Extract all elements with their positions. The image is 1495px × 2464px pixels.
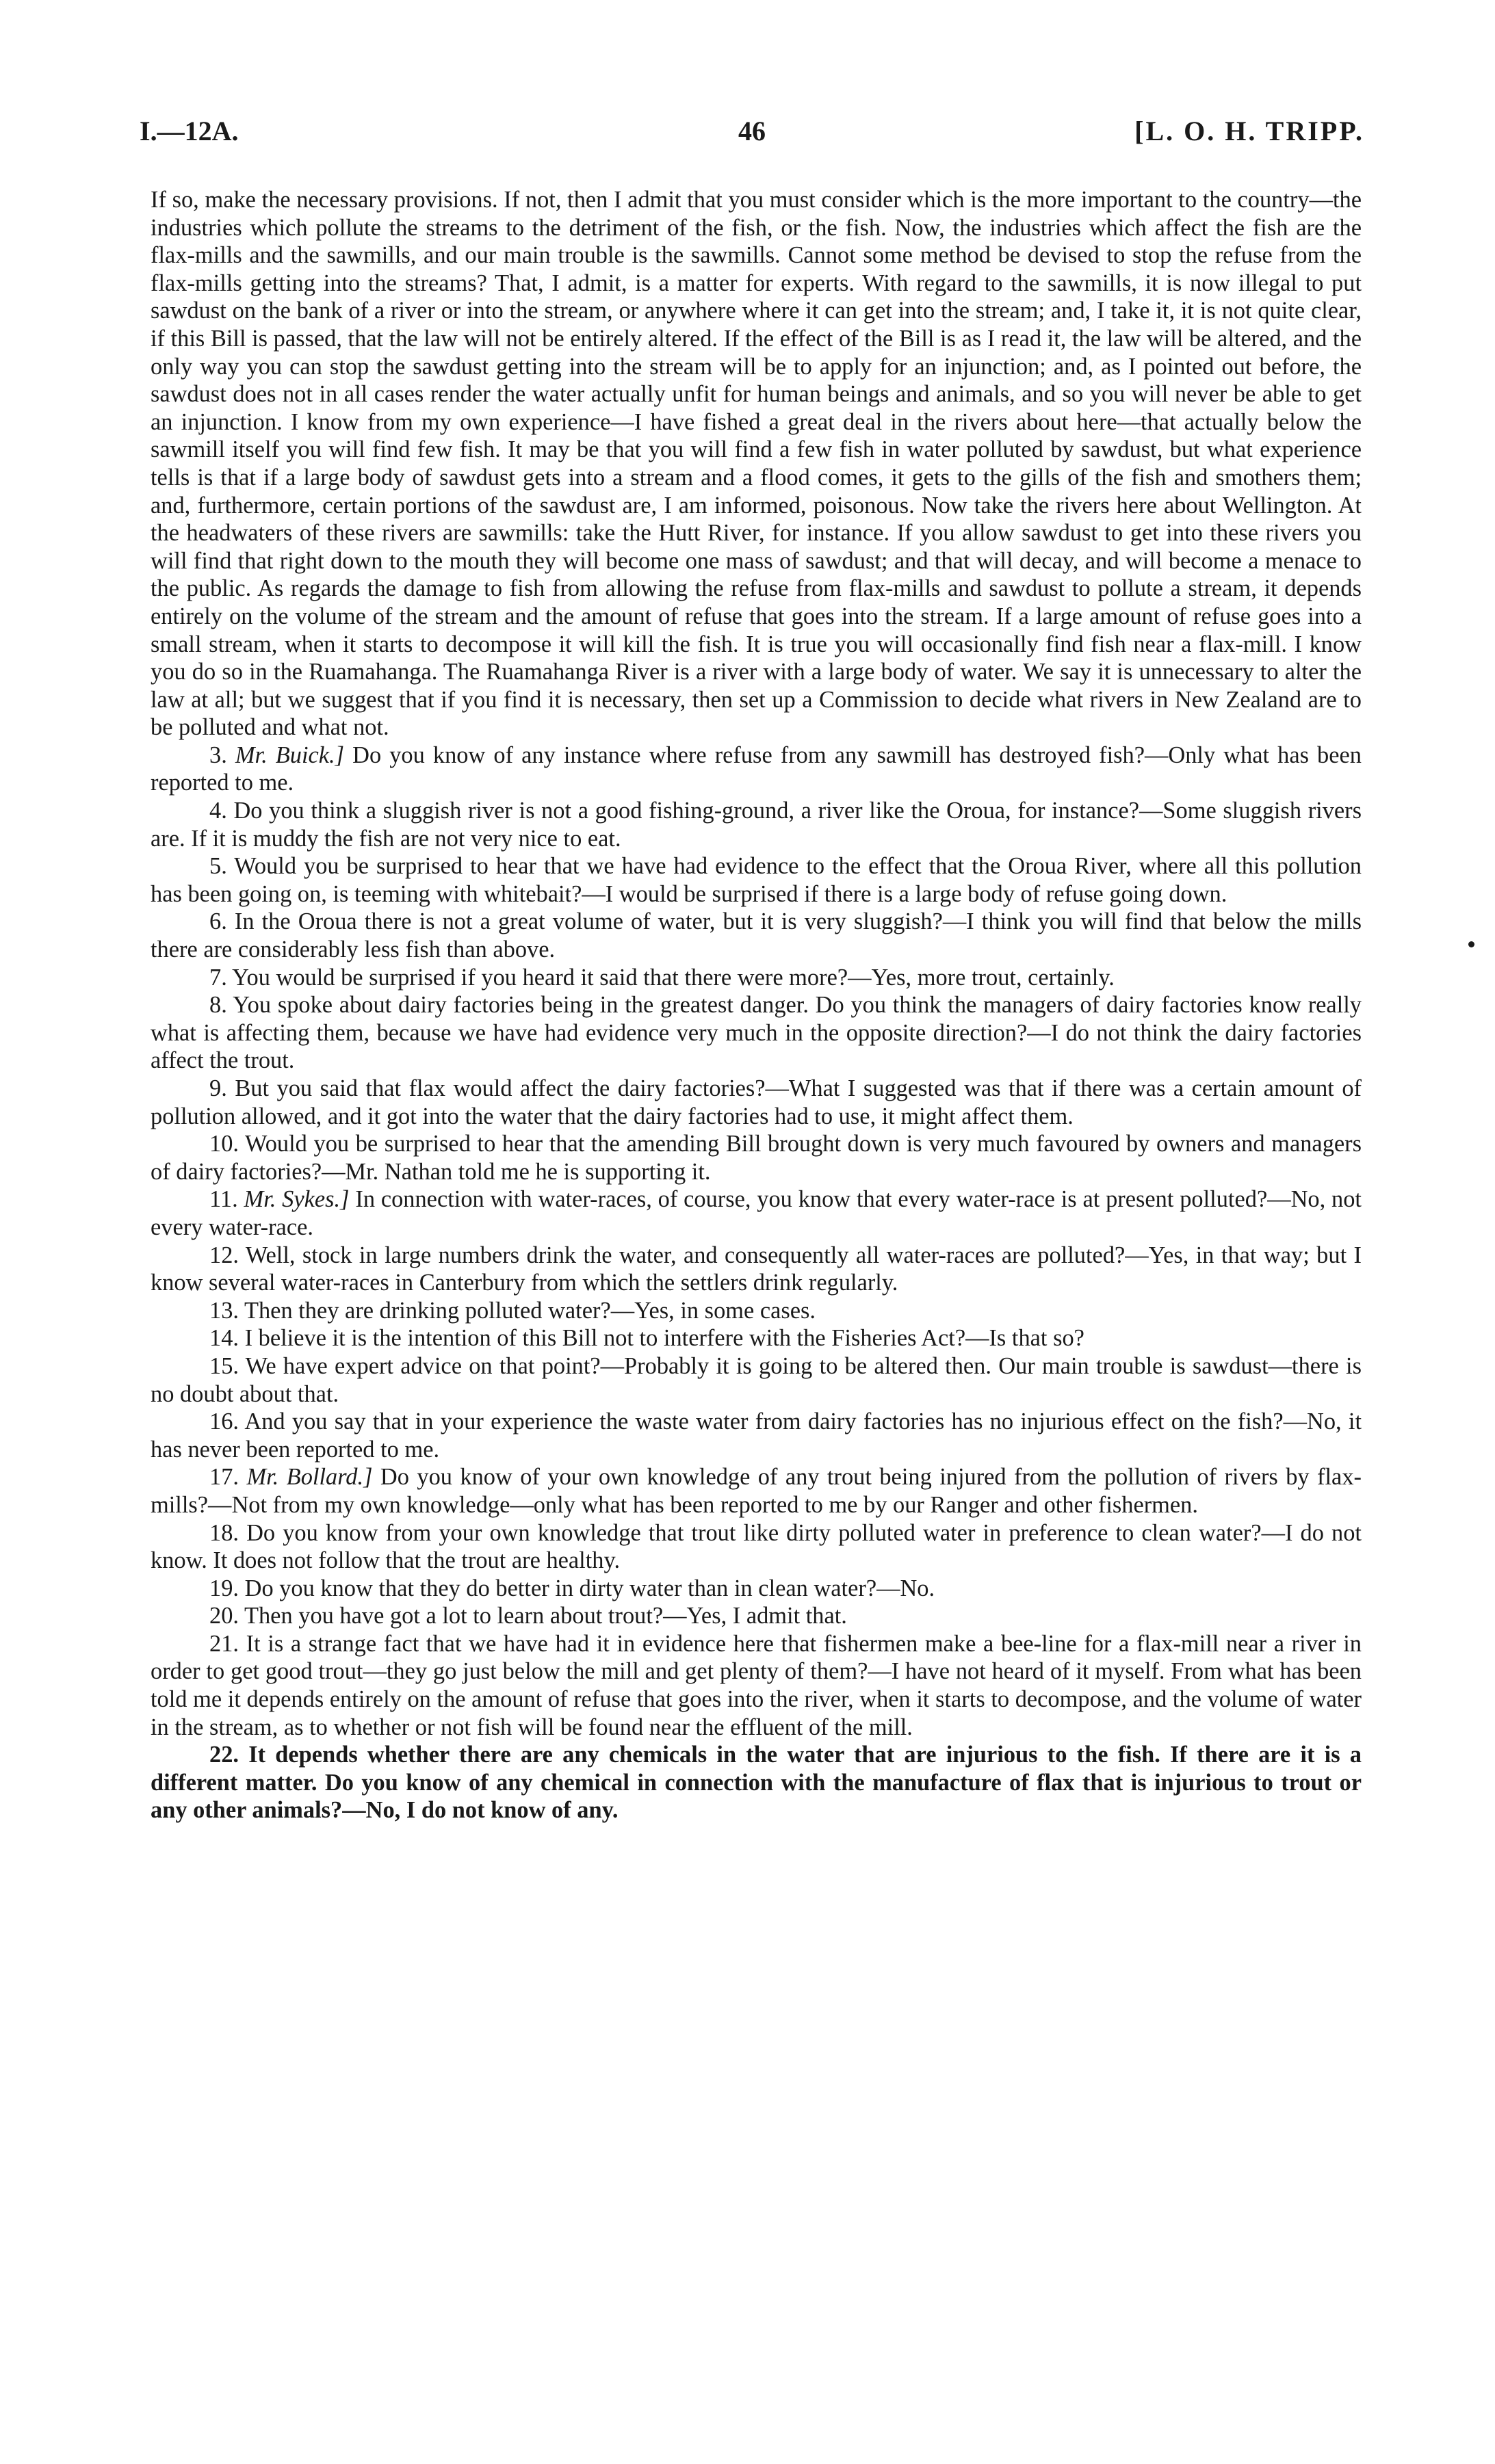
question-6 — [151, 908, 1362, 963]
question-number: 13. — [209, 1297, 239, 1324]
question-text: Would you be surprised to hear that the amending Bill brought down is very much favoured by owners and managers of dairy factories?—Mr. Nathan told me he is supporting it. — [151, 1131, 1362, 1185]
question-text: In the Oroua there is not a great volume of water, but it is very sluggish?—I think you will find that below the mills there are considerably less fish than above. — [151, 908, 1362, 963]
question-text: And you say that in your experience the waste water from dairy factories has no injurious effect on the fish?—No, it has never been reported to me. — [151, 1408, 1362, 1463]
question-text: But you said that flax would affect the dairy factories?—What I suggested was that if there was a certain amount of pollution allowed, and it got into the water that the dairy factories had to use, it might affect them. — [151, 1075, 1362, 1129]
question-number: 7. — [209, 964, 227, 991]
member-name: Mr. Buick.] — [235, 742, 345, 768]
question-22 — [151, 1741, 1362, 1824]
question-20 — [151, 1602, 1362, 1630]
question-3 — [151, 742, 1362, 797]
question-7 — [151, 964, 1362, 992]
question-text: Well, stock in large numbers drink the water, and consequently all water-races are polluted?—Yes, in that way; but I know several water-races in Canterbury from which the settlers drink regularly. — [151, 1242, 1362, 1296]
question-text: I believe it is the intention of this Bill not to interfere with the Fisheries Act?—Is that so? — [244, 1325, 1084, 1352]
question-21 — [151, 1630, 1362, 1741]
member-name: Mr. Sykes.] — [244, 1186, 350, 1213]
question-9 — [151, 1075, 1362, 1130]
question-number: 3. — [209, 742, 227, 768]
witness-name: [L. O. H. TRIPP. — [1134, 116, 1364, 146]
question-text: Do you know that they do better in dirty water than in clean water?—No. — [244, 1575, 935, 1601]
margin-dot — [1468, 941, 1474, 947]
question-text: You spoke about dairy factories being in the greatest danger. Do you think the managers of dairy factories know really what is affecting them, because we have had evidence very much in the opposite direction?—I do not think the dairy factories affect the trout. — [151, 992, 1362, 1074]
question-text: Would you be surprised to hear that we have had evidence to the effect that the Oroua River, where all this pollution has been going on, is teeming with whitebait?—I would be surprised if there is a large body of refuse going down. — [151, 853, 1362, 907]
question-number: 6. — [209, 908, 227, 935]
question-text: Do you think a sluggish river is not a good fishing-ground, a river like the Oroua, for instance?—Some sluggish rivers are. If it is muddy the fish are not very nice to eat. — [151, 798, 1362, 852]
question-13 — [151, 1297, 1362, 1325]
question-number: 21. — [209, 1630, 239, 1657]
question-text: Do you know of your own knowledge of any trout being injured from the pollution of rivers by flax-mills?—Not from my own knowledge—only what has been reported to me by our Ranger and other fishermen. — [151, 1464, 1362, 1518]
question-number: 16. — [209, 1408, 239, 1435]
member-name: Mr. Bollard.] — [246, 1464, 373, 1491]
evidence-body — [151, 186, 1362, 1824]
question-number: 15. — [209, 1352, 239, 1379]
question-number: 11. — [209, 1186, 238, 1213]
question-number: 14. — [209, 1325, 239, 1352]
question-text: Then they are drinking polluted water?—Yes, in some cases. — [244, 1297, 816, 1324]
question-17 — [151, 1463, 1362, 1519]
question-text: You would be surprised if you heard it said that there were more?—Yes, more trout, certainly. — [232, 964, 1115, 991]
page-number: 46 — [738, 116, 766, 146]
question-text: We have expert advice on that point?—Probably it is going to be altered then. Our main trouble is sawdust—there is no doubt about that. — [151, 1352, 1362, 1407]
question-number: 8. — [209, 992, 227, 1019]
question-number: 18. — [209, 1519, 239, 1546]
question-14 — [151, 1324, 1362, 1352]
question-text: Then you have got a lot to learn about trout?—Yes, I admit that. — [244, 1603, 847, 1629]
question-number: 9. — [209, 1075, 227, 1101]
question-number: 10. — [209, 1131, 239, 1157]
page-header — [140, 115, 1364, 163]
question-4 — [151, 797, 1362, 852]
intro-paragraph: If so, make the necessary provisions. If not, then I admit that you must consider which is the more important to the country—the industries which pollute the streams to the detriment of the fish, or the fish. Now, the industries which affect the fish are the flax-mills and the sawmills, and our main trouble is the sawmills. Cannot some method be devised to stop the refuse from the flax-mills getting into the streams? That, I admit, is a matter for experts. With regard to the sawmills, it is now illegal to put sawdust on the bank of a river or into the stream, or anywhere where it can get into the stream; and, I take it, it is not quite clear, if this Bill is passed, that the law will not be entirely altered. If the effect of the Bill is as I read it, the law will be altered, and the only way you can stop the sawdust getting into the stream will be to apply for an injunction; and, as I pointed out before, the sawdust does not in all cases render the water actually unfit for human beings and animals, and so you will never be able to get an injunction. I know from my own experience—I have fished a great deal in the rivers about here—that actually below the sawmill itself you will find few fish. It may be that you will find a few fish in water polluted by sawdust, but what experience tells is that if a large body of sawdust gets into a stream and a flood comes, it gets to the gills of the fish and smothers them; and, furthermore, certain portions of the sawdust are, I am informed, poisonous. Now take the rivers here about Wellington. At the headwaters of these rivers are sawmills: take the Hutt River, for instance. If you allow sawdust to get into these rivers you will find that right down to the mouth they will become one mass of sawdust; and that will decay, and will become a menace to the public. As regards the damage to fish from allowing the refuse from flax-mills and sawdust to pollute a stream, it depends entirely on the volume of the stream and the amount of refuse that goes into the stream. If a large amount of refuse goes into a small stream, when it starts to decompose it will kill the fish. It is true you will occasionally find fish near a flax-mill. I know you do so in the Ruamahanga. The Ruamahanga River is a river with a large body of water. We say it is unnecessary to alter the law at all; but we suggest that if you find it is necessary, then set up a Commission to decide what rivers in New Zealand are to be polluted and what not. — [151, 187, 1362, 741]
document-reference: I.—12A. — [140, 116, 239, 146]
question-number: 19. — [209, 1575, 239, 1601]
question-number: 20. — [209, 1603, 239, 1629]
question-text: Do you know of any instance where refuse from any sawmill has destroyed fish?—Only what has been reported to me. — [151, 742, 1362, 796]
question-text: In connection with water-races, of course, you know that every water-race is at present polluted?—No, not every water-race. — [151, 1186, 1362, 1240]
question-10 — [151, 1130, 1362, 1185]
question-text: It depends whether there are any chemicals in the water that are injurious to the fish. If there are it is a different matter. Do you know of any chemical in connection with the manufacture of flax that is injurious to trout or any other animals?—No, I do not know of any. — [151, 1742, 1362, 1824]
question-text: Do you know from your own knowledge that trout like dirty polluted water in preference to clean water?—I do not know. It does not follow that the trout are healthy. — [151, 1519, 1362, 1574]
question-16 — [151, 1408, 1362, 1463]
question-12 — [151, 1242, 1362, 1297]
question-number: 17. — [209, 1464, 239, 1491]
question-15 — [151, 1352, 1362, 1408]
question-11 — [151, 1185, 1362, 1241]
question-19 — [151, 1575, 1362, 1603]
question-number: 22. — [209, 1742, 239, 1768]
question-number: 4. — [209, 798, 227, 824]
question-5 — [151, 852, 1362, 908]
question-text: It is a strange fact that we have had it in evidence here that fishermen make a bee-line for a flax-mill near a river in order to get good trout—they go just below the mill and get plenty of them?—I have not heard of it myself. From what has been told me it depends entirely on the amount of refuse that goes into the river, when it starts to decompose, and the volume of water in the stream, as to whether or not fish will be found near the effluent of the mill. — [151, 1630, 1362, 1740]
question-8 — [151, 991, 1362, 1075]
question-18 — [151, 1519, 1362, 1575]
question-number: 12. — [209, 1242, 239, 1268]
question-number: 5. — [209, 853, 227, 880]
